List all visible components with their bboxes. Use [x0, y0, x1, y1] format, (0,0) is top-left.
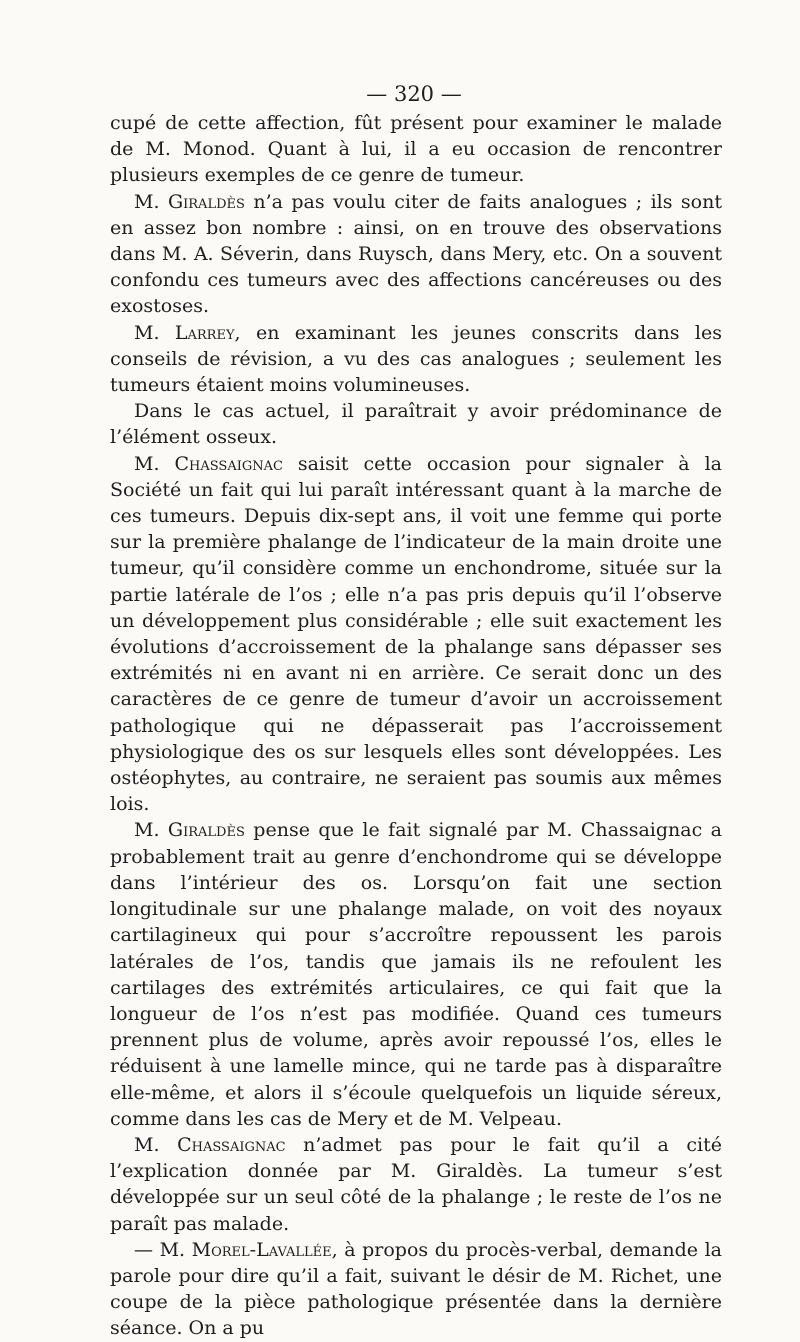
- paragraph-7: [110, 1132, 722, 1237]
- paragraph-5-text: saisit cette occasion pour signaler à la Société un fait qui lui paraît intéressant quant à la marche de ces tumeurs. Depuis dix-sept ans, il voit une femme qui porte sur la première phalange de l’indicateur de la main droite une tumeur, qu’il considère comme un enchondrome, située sur la partie latérale de l’os ; elle n’a pas pris depuis qu’il l’observe un développement plus considérable ; elle suit exactement les évolutions d’accroissement de la phalange sans dépasser ses extrémités ni en avant ni en arrière. Ce serait donc un des caractères de ce genre de tumeur d’avoir un accroissement pathologique qui ne dépasserait pas l’accroissement physiologique des os sur lesquels elles sont développées. Les ostéophytes, au contraire, ne seraient pas soumis aux mêmes lois.: [110, 452, 722, 816]
- paragraph-3-text: , en examinant les jeunes conscrits dans les conseils de révision, a vu des cas analogues ; seulement les tumeurs étaient moins volumineuses.: [110, 321, 722, 397]
- paragraph-5-prefix: M.: [134, 452, 175, 475]
- paragraph-4: [110, 398, 722, 450]
- paragraph-5: [110, 451, 722, 818]
- document-page: [110, 80, 723, 1340]
- speaker-name: Larrey: [174, 321, 235, 344]
- paragraph-8-text: , à propos du procès-verbal, demande la parole pour dire qu’il a fait, suivant le désir de M. Richet, une coupe de la pièce pathologique présentée dans la dernière séance. On a pu: [110, 1238, 723, 1340]
- paragraph-8-prefix: — M.: [134, 1238, 192, 1261]
- speaker-name: Giraldès: [167, 190, 245, 213]
- paragraph-3-prefix: M.: [134, 321, 175, 344]
- paragraph-1-text: cupé de cette affection, fût présent pour examiner le malade de M. Monod. Quant à lui, il a eu occasion de rencontrer plusieurs exemples de ce genre de tumeur.: [110, 112, 722, 187]
- paragraph-1: [110, 110, 722, 189]
- speaker-name: Morel-Lavallée: [191, 1238, 332, 1261]
- paragraph-2: [110, 189, 722, 320]
- paragraph-6-text: pense que le fait signalé par M. Chassaignac a probablement trait au genre d’enchondrome qui se développe dans l’intérieur des os. Lorsqu’on fait une section longitudinale sur une phalange malade, on voit des noyaux cartilagineux qui pour s’accroître repoussent les parois latérales de l’os, tandis que jamais ils ne refoulent les cartilages des extrémités articulaires, ce qui fait que la longueur de l’os n’est pas modifiée. Quand ces tumeurs prennent plus de volume, après avoir repoussé l’os, elles le réduisent à une lamelle mince, qui ne tarde pas à disparaître elle-même, et alors il s’écoule quelquefois un liquide séreux, comme dans les cas de Mery et de M. Velpeau.: [110, 819, 722, 1130]
- speaker-name: Chassaignac: [174, 452, 283, 475]
- page-number: — 320 —: [366, 82, 462, 106]
- speaker-name: Giraldès: [167, 819, 245, 842]
- paragraph-2-text: n’a pas voulu citer de faits analogues ; ils sont en assez bon nombre : ainsi, on en trouve des observations dans M. A. Séverin, dans Ruysch, dans Mery, etc. On a souvent confondu ces tumeurs avec des affections cancéreuses ou des exostoses.: [110, 190, 722, 318]
- paragraph-7-prefix: M.: [134, 1133, 178, 1156]
- paragraph-6-prefix: M.: [134, 819, 168, 842]
- paragraph-6: [110, 817, 722, 1131]
- paragraph-7-text: n’admet pas pour le fait qu’il a cité l’explication donnée par M. Giraldès. La tumeur s’est développée sur un seul côté de la phalange ; le reste de l’os ne paraît pas malade.: [110, 1133, 722, 1235]
- paragraph-2-prefix: M.: [134, 190, 168, 213]
- paragraph-3: [110, 320, 722, 399]
- paragraph-4-text: Dans le cas actuel, il paraîtrait y avoir prédominance de l’élément osseux.: [110, 400, 722, 449]
- paragraph-8: [110, 1237, 722, 1342]
- speaker-name: Chassaignac: [177, 1133, 286, 1156]
